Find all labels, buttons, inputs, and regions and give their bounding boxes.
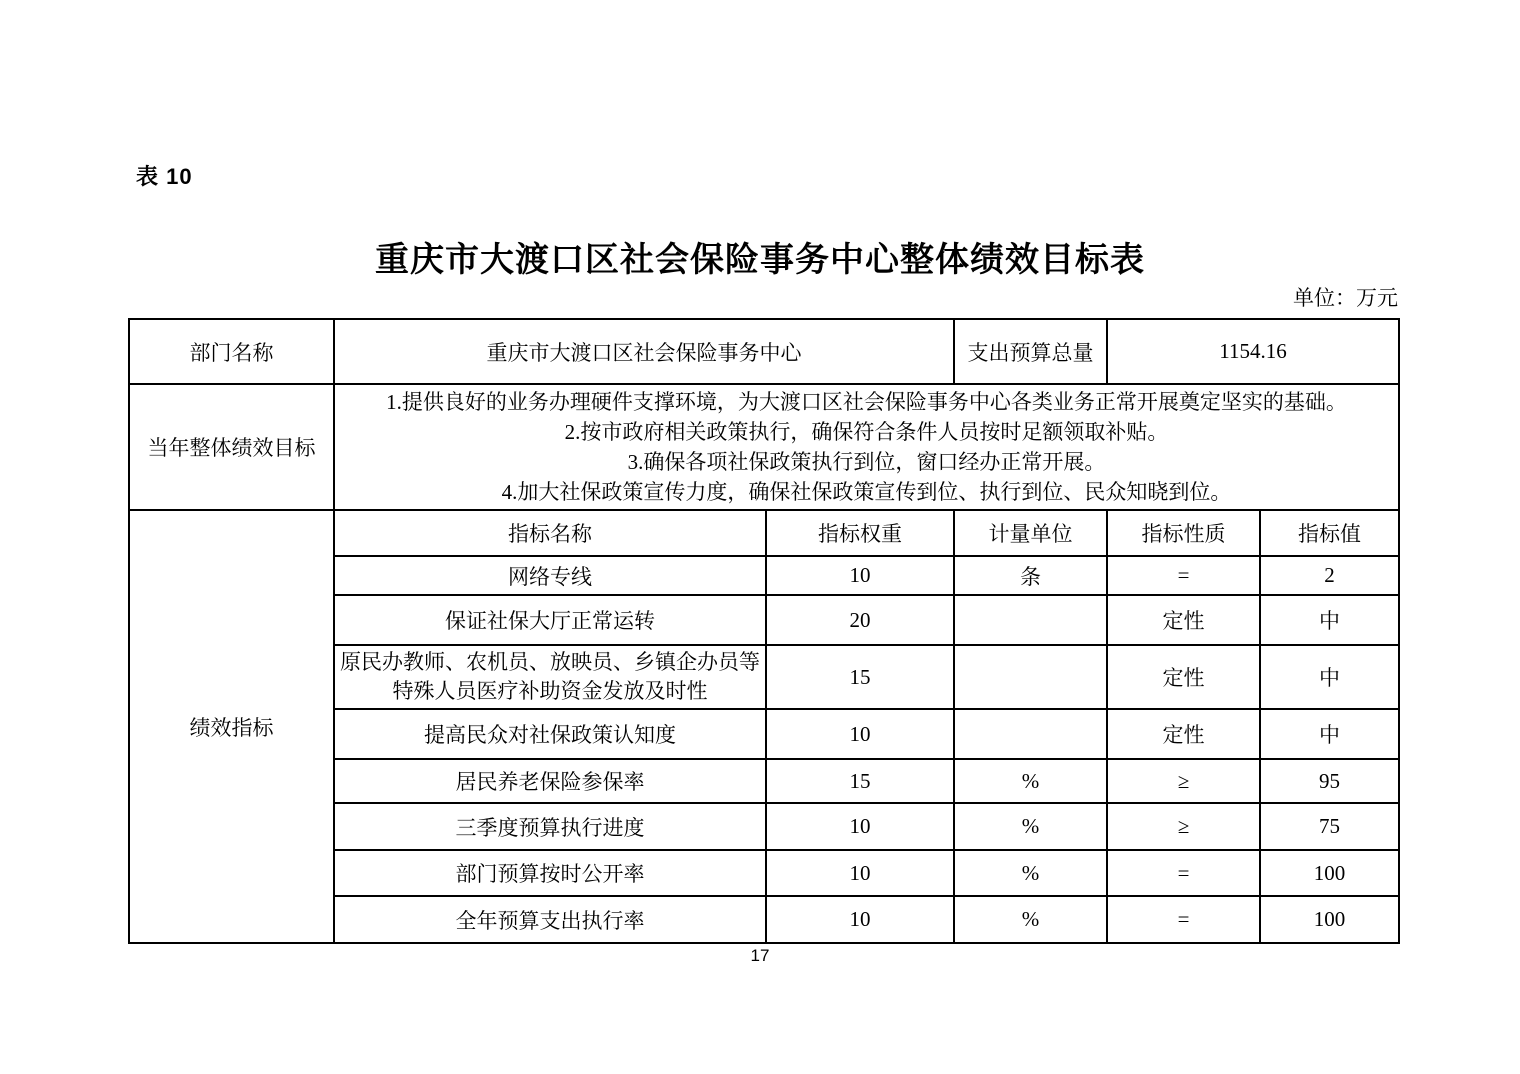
indicator-weight: 15 [766,645,954,709]
measure-unit [954,595,1107,645]
header-indicator-name: 指标名称 [334,510,766,556]
measure-unit [954,709,1107,759]
table-row-department [129,319,1399,384]
indicator-value: 中 [1260,645,1399,709]
header-measure-unit: 计量单位 [954,510,1107,556]
table-row-annual-goals [129,384,1399,510]
department-name-value: 重庆市大渡口区社会保险事务中心 [334,319,954,384]
goal-line-2: 2.按市政府相关政策执行，确保符合条件人员按时足额领取补贴。 [564,420,1169,444]
indicator-weight: 20 [766,595,954,645]
annual-goals-label: 当年整体绩效目标 [129,384,334,510]
indicator-weight: 10 [766,896,954,943]
indicator-nature: 定性 [1107,595,1260,645]
indicator-nature: = [1107,556,1260,595]
department-name-label: 部门名称 [129,319,334,384]
indicator-value: 2 [1260,556,1399,595]
indicator-nature: = [1107,850,1260,896]
budget-total-label: 支出预算总量 [954,319,1107,384]
indicator-name: 保证社保大厅正常运转 [334,595,766,645]
indicator-name: 部门预算按时公开率 [334,850,766,896]
indicators-section-label: 绩效指标 [129,510,334,943]
indicator-weight: 10 [766,709,954,759]
indicator-nature: ≥ [1107,803,1260,850]
indicator-value: 100 [1260,896,1399,943]
indicator-value: 中 [1260,595,1399,645]
indicator-header-row [129,510,1399,556]
indicator-value: 95 [1260,759,1399,803]
page-number: 17 [750,946,770,965]
header-indicator-nature: 指标性质 [1107,510,1260,556]
indicator-name: 全年预算支出执行率 [334,896,766,943]
measure-unit [954,645,1107,709]
goal-line-3: 3.确保各项社保政策执行到位，窗口经办正常开展。 [627,450,1106,474]
measure-unit: % [954,759,1107,803]
indicator-weight: 15 [766,759,954,803]
indicator-name: 提高民众对社保政策认知度 [334,709,766,759]
indicator-name: 网络专线 [334,556,766,595]
performance-target-table [128,318,1400,944]
unit-note: 单位：万元 [1293,286,1398,310]
goal-line-1: 1.提供良好的业务办理硬件支撑环境，为大渡口区社会保险事务中心各类业务正常开展奠定坚实的基础。 [386,390,1347,414]
measure-unit: 条 [954,556,1107,595]
indicator-weight: 10 [766,803,954,850]
indicator-weight: 10 [766,556,954,595]
page-title: 重庆市大渡口区社会保险事务中心整体绩效目标表 [375,241,1145,279]
indicator-name: 原民办教师、农机员、放映员、乡镇企办员等特殊人员医疗补助资金发放及时性 [334,645,766,709]
indicator-nature: 定性 [1107,645,1260,709]
annual-goals-cell [334,384,1399,510]
header-indicator-weight: 指标权重 [766,510,954,556]
table-number-label: 表 10 [136,164,193,189]
indicator-name: 三季度预算执行进度 [334,803,766,850]
measure-unit: % [954,850,1107,896]
indicator-value: 中 [1260,709,1399,759]
indicator-weight: 10 [766,850,954,896]
indicator-nature: ≥ [1107,759,1260,803]
measure-unit: % [954,896,1107,943]
indicator-nature: = [1107,896,1260,943]
goal-line-4: 4.加大社保政策宣传力度，确保社保政策宣传到位、执行到位、民众知晓到位。 [501,480,1232,504]
budget-total-value: 1154.16 [1107,319,1399,384]
indicator-value: 75 [1260,803,1399,850]
indicator-nature: 定性 [1107,709,1260,759]
indicator-value: 100 [1260,850,1399,896]
measure-unit: % [954,803,1107,850]
indicator-name: 居民养老保险参保率 [334,759,766,803]
header-indicator-value: 指标值 [1260,510,1399,556]
